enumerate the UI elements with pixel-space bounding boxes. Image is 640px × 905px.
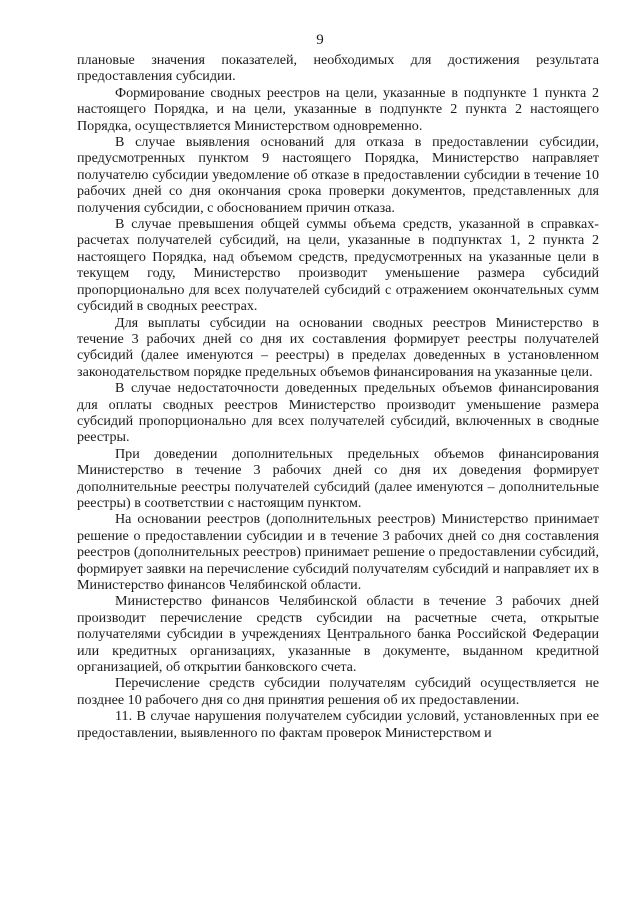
- paragraph-3: В случае выявления оснований для отказа в предоставлении субсидии, предусмотренных пунктом 9 настоящего Порядка, Министерство направляет получателю субсидии уведомление об отказе в предоставлении субсидии в течение 10 рабочих дней со дня окончания срока проверки документов, представленных для получения субсидии, с обоснованием причин отказа.: [77, 134, 599, 216]
- body-text: [77, 52, 599, 741]
- paragraph-11: 11. В случае нарушения получателем субсидии условий, установленных при ее предоставлении, выявленного по фактам проверок Министерством и: [77, 708, 599, 741]
- paragraph-1: плановые значения показателей, необходимых для достижения результата предоставления субсидии.: [77, 52, 599, 85]
- paragraph-5: Для выплаты субсидии на основании сводных реестров Министерство в течение 3 рабочих дней со дня их составления формирует реестры получателей субсидий (далее именуются – реестры) в пределах доведенных в установленном законодательством порядке предельных объемов финансирования на указанные цели.: [77, 314, 599, 380]
- paragraph-7: При доведении дополнительных предельных объемов финансирования Министерство в течение 3 рабочих дней со дня их доведения формирует дополнительные реестры получателей субсидий (далее именуются – дополнительные реестры) в соответствии с настоящим пунктом.: [77, 445, 599, 511]
- paragraph-4: В случае превышения общей суммы объема средств, указанной в справках-расчетах получателей субсидий, на цели, указанные в подпунктах 1, 2 пункта 2 настоящего Порядка, над объемом средств, предусмотренных на указанные цели в текущем году, Министерство производит уменьшение размера субсидий пропорционально для всех получателей субсидий с отражением окончательных сумм субсидий в сводных реестрах.: [77, 216, 599, 315]
- paragraph-10: Перечисление средств субсидии получателям субсидий осуществляется не позднее 10 рабочего дня со дня принятия решения об их предоставлении.: [77, 675, 599, 708]
- paragraph-6: В случае недостаточности доведенных предельных объемов финансирования для оплаты сводных реестров Министерство производит уменьшение размера субсидий пропорционально для всех получателей субсидий, включенных в сводные реестры.: [77, 380, 599, 446]
- paragraph-8: На основании реестров (дополнительных реестров) Министерство принимает решение о предоставлении субсидии и в течение 3 рабочих дней со дня составления реестров (дополнительных реестров) принимает решение о предоставлении субсидий, формирует заявки на перечисление субсидий получателям субсидий и направляет их в Министерство финансов Челябинской области.: [77, 511, 599, 593]
- paragraph-2: Формирование сводных реестров на цели, указанные в подпункте 1 пункта 2 настоящего Порядка, и на цели, указанные в подпункте 2 пункта 2 настоящего Порядка, осуществляется Министерством одновременно.: [77, 84, 599, 134]
- page-number: 9: [316, 32, 324, 48]
- paragraph-9: Министерство финансов Челябинской области в течение 3 рабочих дней производит перечисление средств субсидии на расчетные счета, открытые получателями субсидии в учреждениях Центрального банка Российской Федерации или кредитных организациях, указанные в документе, выданном кредитной организацией, об открытии банковского счета.: [77, 593, 599, 676]
